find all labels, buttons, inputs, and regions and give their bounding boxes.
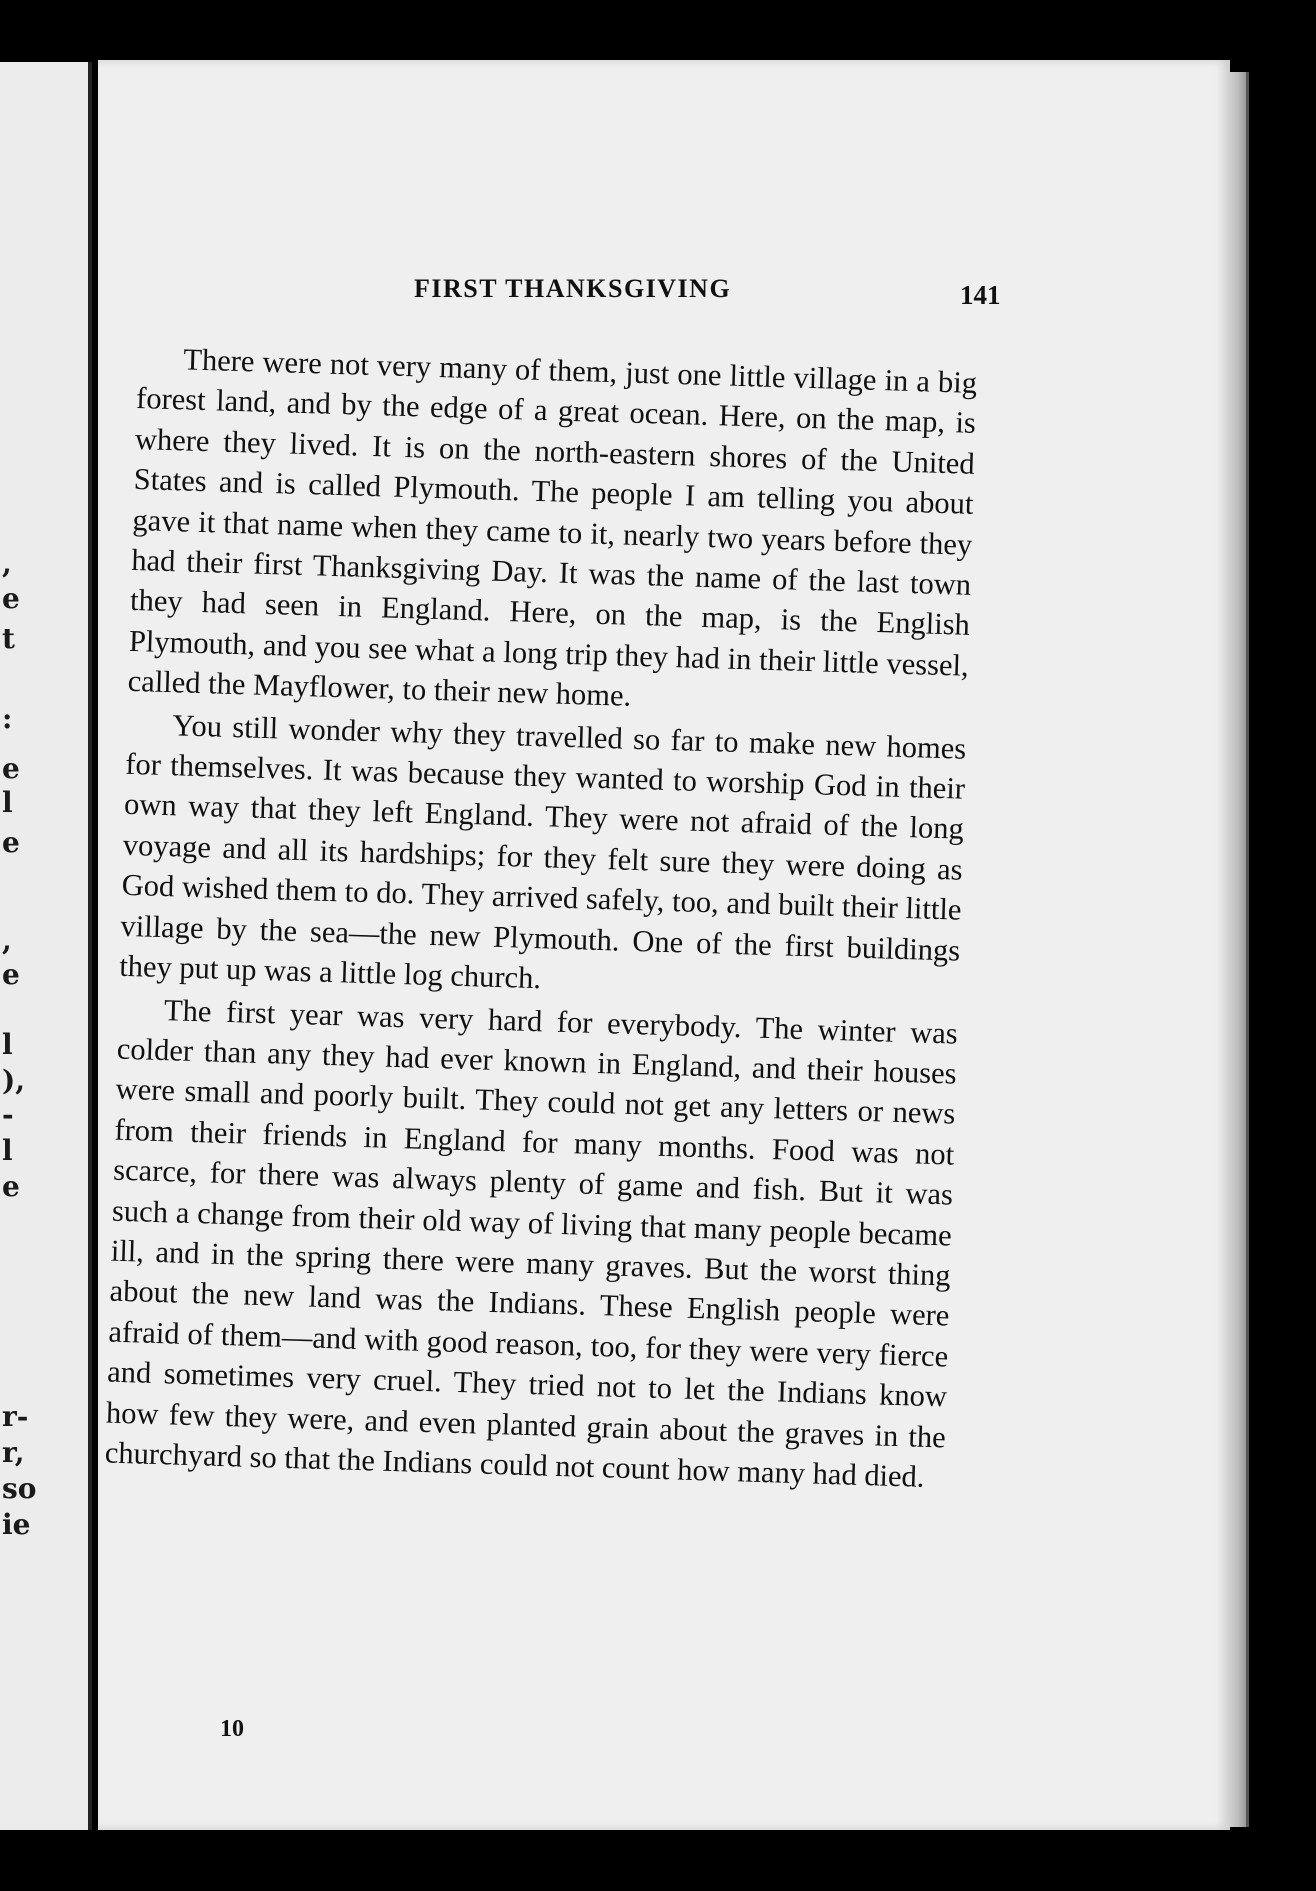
book-page xyxy=(98,60,1230,1830)
signature-mark: 10 xyxy=(220,1716,244,1742)
left-edge-char: e xyxy=(2,582,20,615)
page-header xyxy=(98,274,1230,314)
left-edge-char: so xyxy=(2,1472,37,1505)
left-edge-char: l xyxy=(2,1028,13,1061)
left-edge-char: : xyxy=(2,702,13,735)
paragraph: The first year was very hard for everybody. The winter was colder than any they had ever known in England, and their houses were small and poorly built. They could not get any letters or news from their friends in England for many months. Food was not scarce, for there was always plenty of game and fish. But it was such a change from their old way of living that many people became ill, and in the spring there were many graves. But the worst thing about the new land was the Indians. These English people were afraid of them—and with good reason, too, for they were very fierce and sometimes very cruel. They tried not to let the Indians know how few they were, and even planted grain about the graves in the churchyard so that the Indians could not count how many had died. xyxy=(104,992,959,1494)
left-edge-char: e xyxy=(2,958,20,991)
left-edge-char: r- xyxy=(2,1400,29,1433)
left-edge-char: e xyxy=(2,826,20,859)
page-body xyxy=(104,338,977,1498)
left-edge-char: r, xyxy=(2,1436,25,1469)
page-number: 141 xyxy=(960,280,1001,310)
left-edge-char: t xyxy=(2,622,15,655)
paragraph: There were not very many of them, just one little village in a big forest land, and by the edge of a great ocean. Here, on the map, is where they lived. It is on the north-eastern shores of the United States and is called Plymouth. The people I am telling you about gave it that name when they came to it, nearly two years before they had their first Thanksgiving Day. It was the name of the last town they had seen in England. Here, on the map, is the English Plymouth, and you see what a long trip they had in their little vessel, called the Mayflower, to their new home. xyxy=(127,342,978,714)
left-edge-char: ie xyxy=(2,1508,31,1541)
paragraph: You still wonder why they travelled so far to make new homes for themselves. It was because they wanted to worship God in their own way that they left England. They were not afraid of the long voyage and all its hardships; for they felt sure they were doing as God wished them to do. They arrived safely, too, and built their little village by the sea—the new Plymouth. One of the first buildings they put up was a little log church. xyxy=(118,707,967,996)
left-edge-char: l xyxy=(2,786,13,819)
left-edge-char: , xyxy=(2,547,12,580)
right-page-edge xyxy=(1226,72,1249,1827)
left-edge-char: l xyxy=(2,1134,13,1167)
left-edge-char: e xyxy=(2,1170,20,1203)
left-edge-char: , xyxy=(2,924,12,957)
left-edge-char: e xyxy=(2,752,20,785)
left-edge-char: - xyxy=(2,1098,14,1131)
left-page-fragment xyxy=(0,62,92,1830)
running-title: FIRST THANKSGIVING xyxy=(414,274,732,303)
left-edge-char: ), xyxy=(2,1064,25,1097)
